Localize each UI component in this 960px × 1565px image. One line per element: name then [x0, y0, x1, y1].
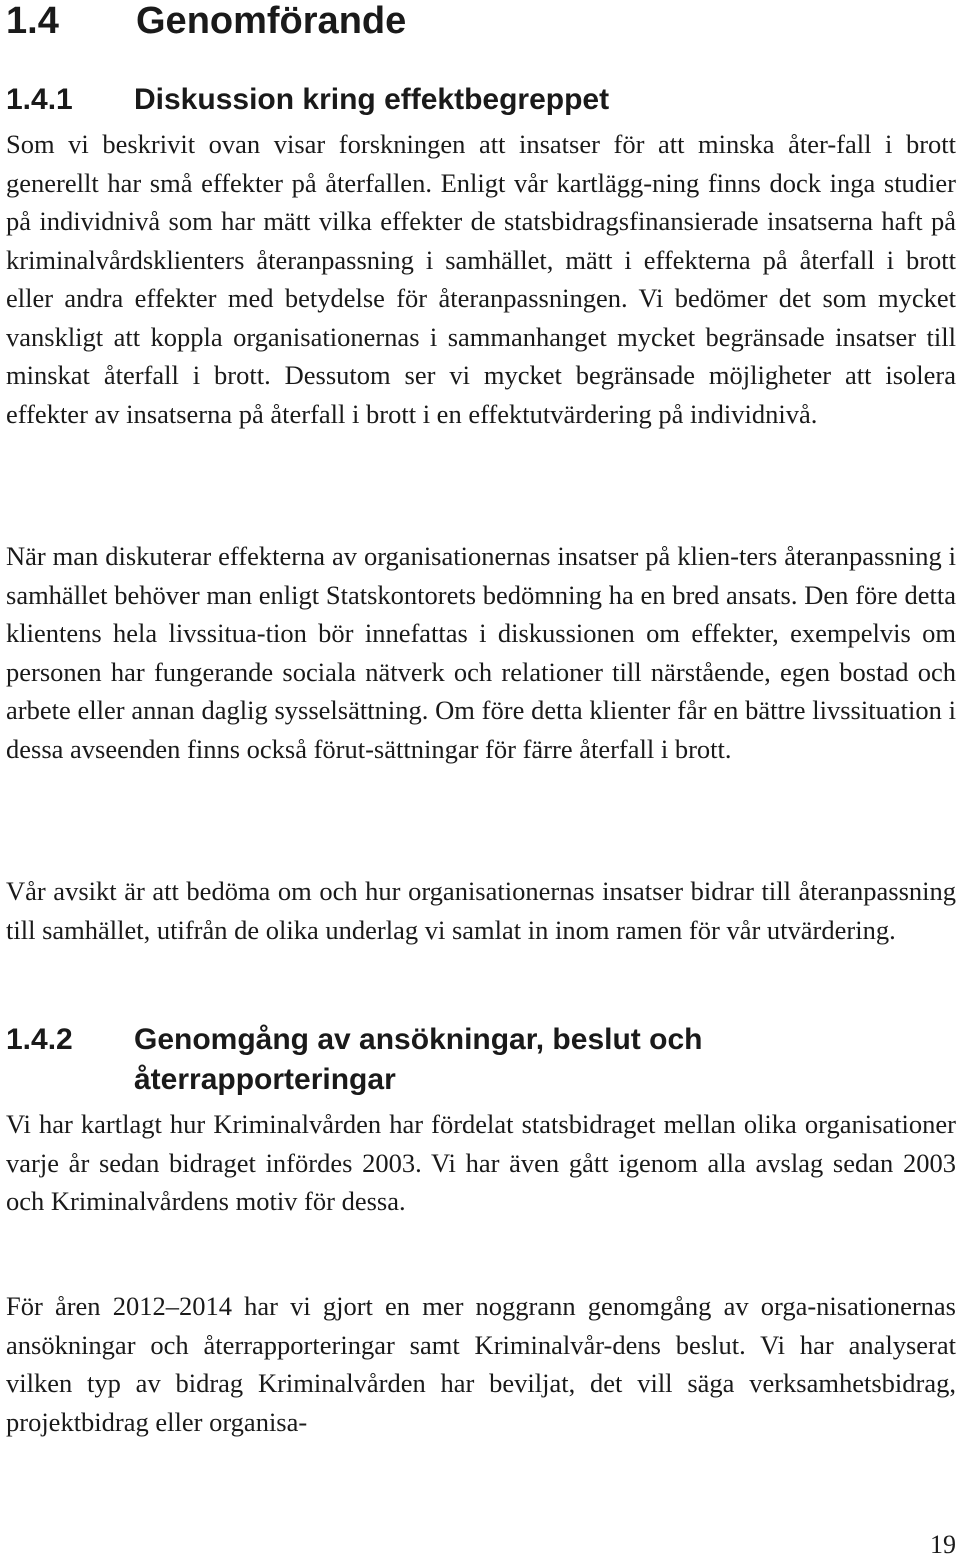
page-number: 19	[930, 1530, 956, 1559]
subsection-heading-2	[6, 1020, 954, 1100]
subsection-title-2: Genomgång av ansökningar, beslut och återrapporteringar	[134, 1023, 703, 1096]
section-heading	[6, 0, 406, 44]
paragraph-5: För åren 2012–2014 har vi gjort en mer noggrann genomgång av orga-nisationernas ansökningar och återrapporteringar samt Kriminalvår-dens beslut. Vi har analyserat vilken typ av bidrag Kriminalvården har beviljat, det vill säga verksamhetsbidrag, projektbidrag eller organisa-	[6, 1291, 956, 1437]
paragraph-2: När man diskuterar effekterna av organisationernas insatser på klien-ters återanpassning i samhället behöver man enligt Statskontorets bedömning ha en bred ansats. Den före detta klientens hela livssitua-tion bör innefattas i diskussionen om effekter, exempelvis om personen har fungerande sociala nätverk och relationer till närstående, egen bostad och arbete eller annan daglig sysselsättning. Om före detta klienter får en bättre livssituation i dessa avseenden finns också förut-sättningar för färre återfall i brott.	[6, 541, 956, 764]
subsection-title-1: Diskussion kring effektbegreppet	[134, 83, 610, 116]
subsection-heading-1	[6, 80, 954, 120]
paragraph-3: Vår avsikt är att bedöma om och hur organisationernas insatser bidrar till återanpassning till samhället, utifrån de olika underlag vi samlat in inom ramen för vår utvärdering.	[6, 876, 956, 945]
paragraph-1: Som vi beskrivit ovan visar forskningen att insatser för att minska åter-fall i brott generellt har små effekter på återfallen. Enligt vår kartlägg-ning finns dock inga studier på individnivå som har mätt vilka effekter de statsbidragsfinansierade insatserna haft på kriminalvårdsklienters återanpassning i samhället, mätt i effekterna på återfall i brott eller andra effekter med betydelse för återanpassningen. Vi bedömer det som mycket vanskligt att koppla organisationernas i sammanhanget mycket begränsade insatser till minskat återfall i brott. Dessutom ser vi mycket begränsade möjligheter att isolera effekter av insatserna på återfall i brott i en effektutvärdering på individnivå.	[6, 129, 956, 429]
section-number: 1.4	[6, 0, 59, 42]
paragraph-4: Vi har kartlagt hur Kriminalvården har fördelat statsbidraget mellan olika organisationer varje år sedan bidraget infördes 2003. Vi har även gått igenom alla avslag sedan 2003 och Kriminalvårdens motiv för dessa.	[6, 1109, 956, 1216]
subsection-number-2: 1.4.2	[6, 1023, 73, 1056]
subsection-number-1: 1.4.1	[6, 83, 73, 116]
section-title: Genomförande	[136, 0, 407, 42]
